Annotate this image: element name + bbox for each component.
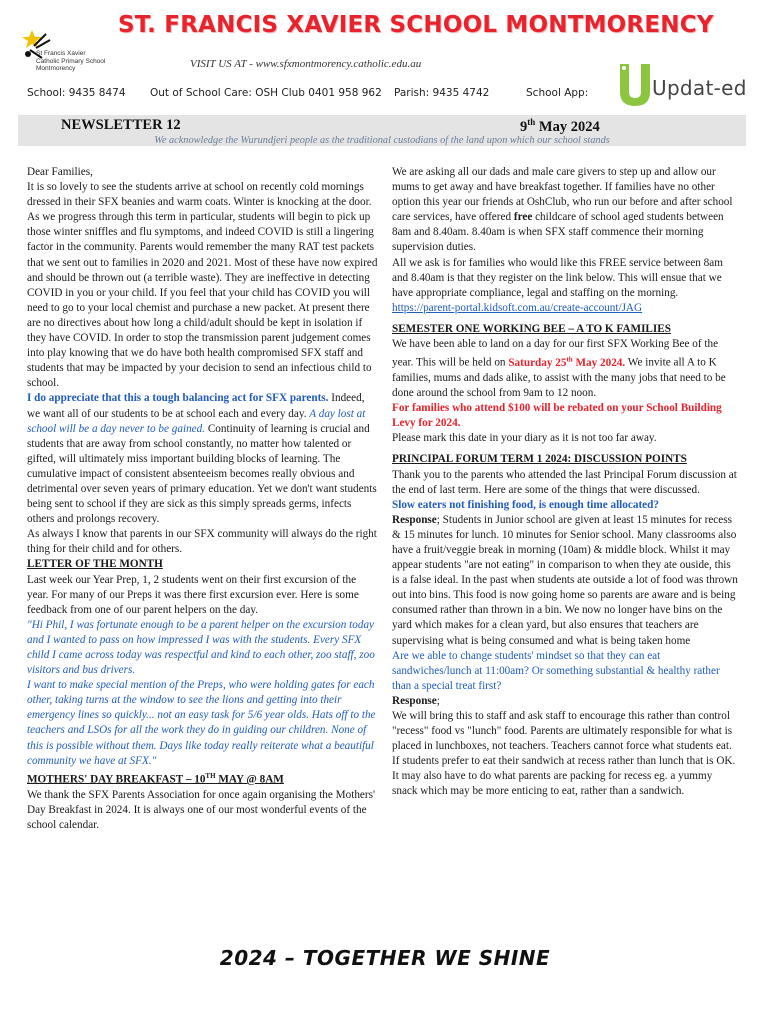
school-phone: School: 9435 8474 — [27, 87, 126, 99]
working-bee-heading: SEMESTER ONE WORKING BEE – A TO K FAMILIES — [392, 322, 671, 335]
forum-question-1: Slow eaters not finishing food, is enough time allocated? — [392, 498, 659, 511]
acknowledgement-of-country: We acknowledge the Wurundjeri people as the traditional custodians of the land upon which our school stands — [154, 135, 610, 146]
newsletter-date: 9th May 2024 — [520, 117, 600, 135]
covid-paragraph: It is so lovely to see the students arrive at school on recently cold mornings dressed in their SFX beanies and warm coats. Winter is knocking at the door. As we progress through this term in particular, students will begin to pick up those winter sniffles and flu symptoms, and indeed COVID is still a lingering factor in the community. Parents would remember the many RAT test packets that we sent out to families in 2020 and 2021. Most of these have now expired and should be thrown out (a terrible waste). They are ineffective in detecting COVID in you or your child. If you feel that your child has COVID you will need to go to your local chemist and purchase a new packet. At present there are no directives about how long a child/adult should be kept in isolation if they have COVID. In order to stop the transmission parent judgement comes into play knowing that we do have both health compromised SFX staff and students that may be impacted by your decision to send an infectious child to school. — [27, 181, 378, 390]
parent-quote-2: I want to make special mention of the Preps, who were holding gates for each other, taking turns at the window to see the lions and getting into their emergency lines so quickly... not an easy task for 5/6 year olds. Hats off to the teachers and LSOs for all the work they do in guiding our children. None of this is possible without them. Days like today really reiterate what a beautiful community we have at SFX." — [27, 679, 376, 767]
childcare-paragraph: We are asking all our dads and male care givers to step up and allow our mums to get away and have breakfast together. If families have no other option this year our friends at OshClub, who run our before and after school care services, have offered free childcare of school aged students between 8am and 8.40am. 8.40am is when SFX staff commence their morning supervision duties. — [392, 166, 733, 254]
greeting: Dear Families, — [27, 166, 93, 178]
updated-u-icon — [616, 60, 654, 110]
working-bee-paragraph: We have been able to land on a day for our first SFX Working Bee of the year. This will be held on Saturday 25th May 2024. We invite all A to K families, mums and dads alike, to assist with the many jobs that need to be done around the school from 9am to 12 noon. — [392, 338, 726, 400]
updated-app-logo — [616, 60, 746, 112]
forum-question-2: Are we able to change students' mindset so that they can eat sandwiches/lunch at 11:00am? Or something substantial & healthy rather than a special treat first? — [392, 649, 720, 692]
school-name: ST. FRANCIS XAVIER SCHOOL MONTMORENCY — [118, 12, 714, 38]
parent-quote-1: "Hi Phil, I was fortunate enough to be a parent helper on the excursion today and I wanted to pass on how impressed I was with the students. Every SFX child I came across today was respectful and kind to each other, zoo staff, zoo visitors and bus drivers. — [27, 618, 375, 677]
forum-response-2-label: Response; — [392, 694, 440, 707]
letter-heading: LETTER OF THE MONTH — [27, 558, 163, 571]
mark-date: Please mark this date in your diary as it is not too far away. — [392, 432, 657, 445]
breakfast-paragraph: We thank the SFX Parents Association for once again organising the Mothers' Day Breakfast in 2024. It is always one of our most wonderful events of the school calendar. — [27, 788, 375, 831]
updated-wordmark: Updat-ed — [652, 76, 747, 100]
community-paragraph: As always I know that parents in our SFX community will always do the right thing for their child and for others. — [27, 528, 377, 556]
footer-slogan: 2024 – TOGETHER WE SHINE — [219, 946, 551, 970]
forum-response-1: Response; Students in Junior school are given at least 15 minutes for recess & 15 minutes for lunch. 10 minutes for Senior school. Many classrooms also have a fruit/veggie break in morning (10am) & middle block. Whilst it may appear students "are not eating" in comparison to when they ate ouside, this is a false ideal. In the past when students ate outside a lot of food was thrown out into bins. This food is now going home so parents are aware and is being consumed rather than thrown in a bin. We now no longer have bins on the yard which makes for a clean yard, but also ensures that teachers are supervising what is being consumed and what is being taken home — [392, 513, 738, 647]
breakfast-heading: MOTHERS' DAY BREAKFAST – 10TH MAY @ 8AM — [27, 771, 284, 786]
forum-paragraph: Thank you to the parents who attended the last Principal Forum discussion at the end of last term. Here are some of the things that were discussed. — [392, 468, 737, 496]
right-column — [392, 165, 740, 800]
forum-heading: PRINCIPAL FORUM TERM 1 2024: DISCUSSION POINTS — [392, 453, 687, 466]
attendance-paragraph: I do appreciate that this a tough balancing act for SFX parents. Indeed, we want all of our students to be at school each and every day. A day lost at school will be a day never to be gained. Continuity of learning is crucial and students that are away from school constantly, no matter how talented or gifted, will ultimately miss important building blocks of learning. The cumulative impact of consistent absenteeism becomes really obvious and detrimental over seven years of primary education. Yet we don't want students being sent to school if they are sick as this simply spreads germs, infects others and prolongs recovery. — [27, 392, 377, 526]
levy-rebate: For families who attend $100 will be rebated on your School Building Levy for 2024. — [392, 402, 722, 430]
parish-phone: Parish: 9435 4742 — [394, 87, 490, 99]
osh-phone: Out of School Care: OSH Club 0401 958 962 — [150, 87, 382, 99]
app-label: School App: — [526, 87, 589, 99]
register-link[interactable]: https://parent-portal.kidsoft.com.au/create-account/JAG — [392, 301, 643, 314]
newsletter-number: NEWSLETTER 12 — [61, 117, 181, 133]
register-paragraph: All we ask is for families who would like this FREE service between 8am and 8.40am is that they register on the link below. This will ensue that we have appropriate compliance, legal and staffing on the morning. — [392, 256, 723, 299]
logo-caption: St Francis Xavier Catholic Primary School Montmorency — [36, 50, 106, 72]
website-line: VISIT US AT - www.sfxmontmorency.catholic.edu.au — [190, 58, 422, 70]
left-column — [27, 165, 379, 833]
forum-response-2: We will bring this to staff and ask staff to encourage this rather than control "recess" food vs "lunch" food. Parents are ultimately responsible for what is placed in lunchboxes, not teachers. Teachers cannot force what students eat. If students prefer to eat their sandwich at recess rather than lunch that is OK. It may also have to do what parents are packing for recess eg. a yummy snack which may be more enticing to eat, rather than a sandwich. — [392, 710, 736, 798]
letter-paragraph: Last week our Year Prep, 1, 2 students went on their first excursion of the year. For many of our Preps it was there first excursion ever. Here is some feedback from one of our parent helpers on the day. — [27, 573, 359, 616]
